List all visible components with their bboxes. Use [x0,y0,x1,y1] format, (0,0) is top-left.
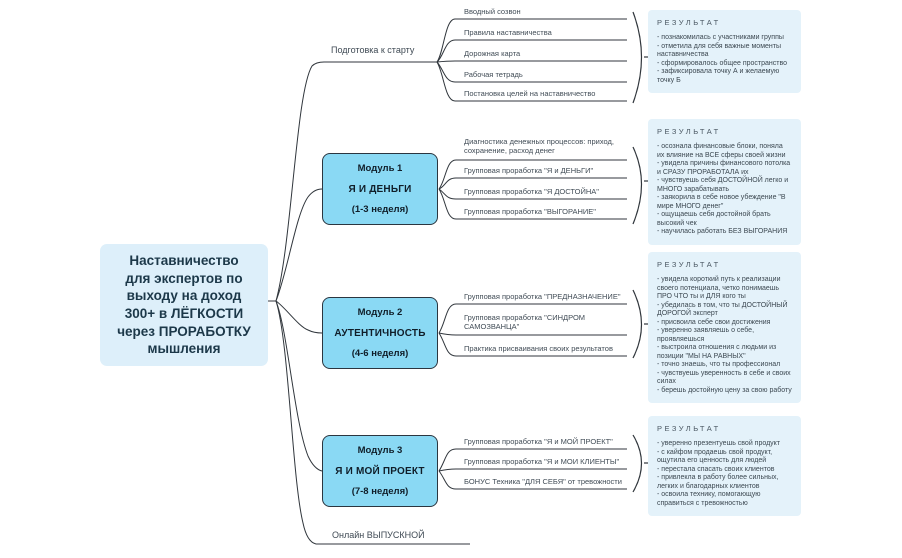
leaf-item[interactable]: Дорожная карта [464,49,521,58]
central-topic-line: через ПРОРАБОТКУ [117,323,251,339]
module1-subtitle: Я И ДЕНЬГИ [348,183,412,195]
result-heading: РЕЗУЛЬТАТ [657,127,721,136]
result-heading: РЕЗУЛЬТАТ [657,18,721,27]
result-item: - присвоила себе свои достижения [657,318,771,326]
result-box-module1[interactable] [648,119,801,245]
central-topic-line: выходу на доход [126,288,242,304]
module1-weeks: (1-3 неделя) [351,204,409,215]
module2-weeks: (4-6 неделя) [351,348,409,359]
result-item: - чувствуешь себя ДОСТОЙНОЙ легко и МНОГО зарабатывать [657,177,789,193]
central-topic-line: Наставничество [129,253,239,269]
result-box-prep[interactable] [648,10,801,93]
leaf-item[interactable]: Постановка целей на наставничество [464,89,596,98]
result-item: - познакомилась с участниками группы [657,34,784,41]
module3-title: Модуль 3 [357,445,403,456]
result-heading: РЕЗУЛЬТАТ [657,424,721,433]
branch-prep-label[interactable]: Подготовка к старту [331,45,415,55]
module2-title: Модуль 2 [357,307,403,318]
result-box-module2[interactable] [648,252,801,403]
result-item: - увидела короткий путь к реализации своего потенциала, четко понимаешь ПРО ЧТО ты и ДЛЯ кого ты [657,276,781,301]
leaf-item[interactable]: Правила наставничества [464,28,552,37]
leaf-item[interactable]: Практика присваивания своих результатов [464,344,613,353]
result-item: - освоила технику, помогающую справиться с тревожностью [657,491,761,507]
leaf-item[interactable]: Групповая проработка "Я и МОИ КЛИЕНТЫ" [464,457,620,466]
result-item: - уверенно заявляешь о себе, проявляешься [657,327,755,343]
result-item: - заякорила в себе новое убеждение "В мире МНОГО денег" [657,194,786,210]
central-topic-line: для экспертов по [125,270,243,286]
leaf-item[interactable]: Групповая проработка "Я и МОЙ ПРОЕКТ" [464,437,613,446]
result-item: - уверенно презентуешь свой продукт [657,440,781,447]
central-topic[interactable] [100,244,268,366]
leaf-item[interactable]: Рабочая тетрадь [464,70,523,79]
leaf-item[interactable]: Групповая проработка "Я и ДЕНЬГИ" [464,166,594,175]
result-item: - сформировалось общее пространство [657,59,787,67]
result-item: - ощущаешь себя достойной брать высокий чек [657,211,771,227]
central-topic-line: мышления [147,341,221,357]
result-item: - точно знаешь, что ты профессионал [657,361,781,369]
result-item: - осознала финансовые блоки, поняла их влияние на ВСЕ сферы своей жизни [657,143,786,159]
leaf-item[interactable]: Групповая проработка "ПРЕДНАЗНАЧЕНИЕ" [464,292,621,301]
central-topic-line: 300+ в ЛЁГКОСТИ [124,306,244,321]
leaf-item[interactable]: Вводный созвон [464,7,521,16]
module1-title: Модуль 1 [357,163,403,174]
module3-box[interactable] [322,435,438,507]
module1-box[interactable] [322,153,438,225]
module3-weeks: (7-8 неделя) [351,486,409,497]
module2-box[interactable] [322,297,438,369]
result-item: - чувствуешь уверенность в себе и своих силах [657,369,791,386]
result-heading: РЕЗУЛЬТАТ [657,260,721,269]
result-box-module3[interactable] [648,416,801,516]
result-item: - увидела причины финансового потолка и СРАЗУ ПРОРАБОТАЛА их [657,160,791,176]
result-item: - зафиксировала точку А и желаемую точку Б [657,68,780,84]
leaf-item[interactable]: Групповая проработка "ВЫГОРАНИЕ" [464,207,596,216]
result-item: - берешь достойную цену за свою работу [657,386,792,394]
module2-subtitle: АУТЕНТИЧНОСТЬ [334,327,426,339]
result-item: - убедилась в том, что ты ДОСТОЙНЫЙ ДОРОГОЙ эксперт [657,301,788,318]
result-item: - отметила для себя важные моменты наставничества [657,42,782,59]
leaf-item[interactable]: Групповая проработка "Я ДОСТОЙНА" [464,187,599,196]
branch-final-label[interactable]: Онлайн ВЫПУСКНОЙ [332,530,425,540]
leaf-item[interactable]: Групповая проработка "СИНДРОМ САМОЗВАНЦА" [464,313,586,331]
module3-subtitle: Я И МОЙ ПРОЕКТ [335,465,425,477]
result-item: - научилась работать БЕЗ ВЫГОРАНИЯ [657,228,788,236]
result-item: - выстроила отношения с людьми из позиции "МЫ НА РАВНЫХ" [657,344,777,360]
leaf-item[interactable]: Диагностика денежных процессов: приход, сохранение, расход денег [464,137,614,155]
result-item: - привлекла в работу более сильных, легких и благодарных клиентов [657,474,779,490]
leaf-item[interactable]: БОНУС Техника "ДЛЯ СЕБЯ" от тревожности [464,477,622,486]
result-item: - перестала спасать своих клиентов [657,465,775,473]
result-item: - с кайфом продаешь свой продукт, ощутила его ценность для людей [657,448,773,465]
